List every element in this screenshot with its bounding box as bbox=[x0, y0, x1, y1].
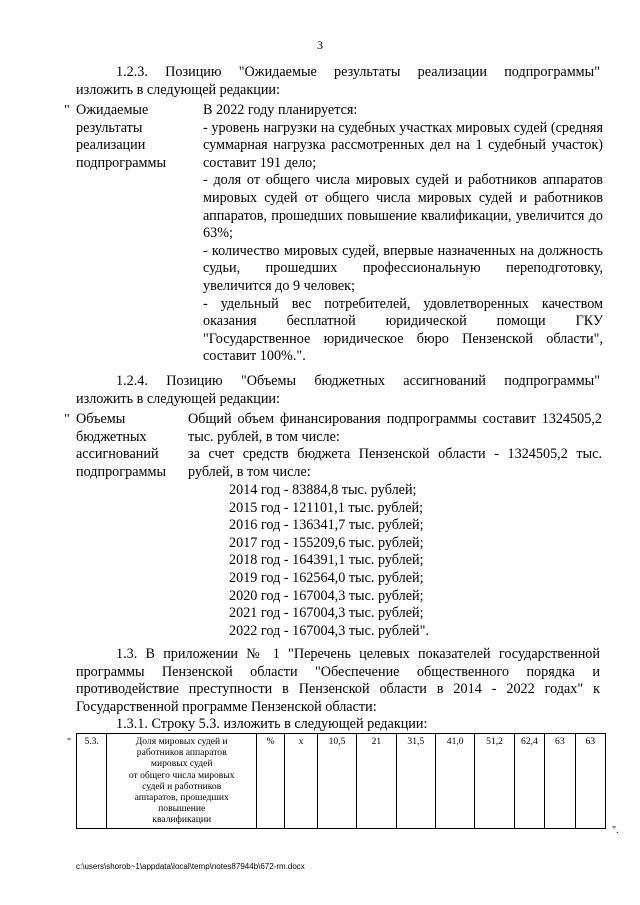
year-line: 2021 год - 167004,3 тыс. рублей; bbox=[229, 605, 424, 622]
text-item: - удельный вес потребителей, удовлетворенных качеством оказания бесплатной юридической помощи ГКУ "Государственное юридическое бюро Пензенской области", составит 100%.". bbox=[203, 295, 603, 365]
label-line: подпрограммы bbox=[76, 463, 166, 480]
expected-results-block bbox=[64, 102, 604, 364]
cell-x: x bbox=[285, 734, 318, 829]
text-item: - количество мировых судей, впервые назначенных на должность судьи, прошедших профессиональную переподготовку, увеличится до 9 человек; bbox=[203, 242, 603, 294]
paragraph-1-2-4-line1: 1.2.4. Позицию "Объемы бюджетных ассигнований подпрограммы" bbox=[116, 373, 600, 389]
table-open-quote: " bbox=[67, 737, 72, 748]
open-quote: " bbox=[64, 103, 70, 118]
year-line: 2017 год - 155209,6 тыс. рублей; bbox=[229, 534, 424, 551]
label-line: Объемы bbox=[76, 411, 126, 427]
paragraph-1-2-3-line2: изложить в следующей редакции: bbox=[76, 82, 280, 98]
text-line: В 2022 году планируется: bbox=[203, 102, 358, 118]
name-line: аппаратов, прошедших bbox=[134, 792, 229, 804]
cell-indicator-name bbox=[107, 734, 257, 829]
text-line: Общий объем финансирования подпрограммы составит 1324505,2 тыс. рублей, в том числе: bbox=[188, 411, 602, 445]
page-number: 3 bbox=[317, 38, 323, 52]
year-line: 2015 год - 121101,1 тыс. рублей; bbox=[229, 499, 424, 516]
cell-value: 41,0 bbox=[435, 734, 474, 829]
label-line: результаты bbox=[76, 119, 143, 136]
budget-years-list bbox=[229, 482, 429, 640]
paragraph-1-3-1: 1.3.1. Строку 5.3. изложить в следующей редакции: bbox=[116, 716, 428, 732]
text-line: за счет средств бюджета Пензенской области - 1324505,2 тыс. рублей, в том числе: bbox=[188, 446, 602, 480]
cell-value: 63 bbox=[575, 734, 605, 829]
file-path-footer: c:\users\shorob~1\appdata\local\temp\notes87944b\672-rm.docx bbox=[76, 862, 305, 871]
cell-value: 51,2 bbox=[475, 734, 514, 829]
cell-value: 31,5 bbox=[396, 734, 435, 829]
name-line: от общего числа мировых bbox=[128, 769, 235, 781]
cell-value: 62,4 bbox=[514, 734, 544, 829]
name-line: мировых судей bbox=[150, 758, 213, 770]
name-line: повышение bbox=[158, 803, 206, 815]
year-line: 2018 год - 164391,1 тыс. рублей; bbox=[229, 552, 424, 569]
text-item: - доля от общего числа мировых судей и работников аппаратов мировых судей от общего числа мировых судей и работников аппаратов, прошедших повышение квалификации, увеличится до 63%; bbox=[203, 172, 603, 242]
year-line: 2016 год - 136341,7 тыс. рублей; bbox=[229, 517, 424, 534]
open-quote: " bbox=[64, 412, 70, 427]
cell-number: 5.3. bbox=[77, 734, 107, 829]
cell-unit: % bbox=[257, 734, 285, 829]
label-line: подпрограммы bbox=[76, 154, 166, 171]
expected-results-label bbox=[76, 102, 166, 172]
label-line: реализации bbox=[76, 137, 146, 154]
paragraph-1-2-4-line2: изложить в следующей редакции: bbox=[76, 391, 280, 407]
paragraph-1-3: 1.3. В приложении № 1 "Перечень целевых показателей государственной программы Пензенской области "Обеспечение общественного порядка и противодействие преступности в Пензенской области в 2014 - 2022 годах" к Государственной программе Пензенской области: bbox=[76, 646, 600, 715]
paragraph-1-2-4 bbox=[76, 373, 600, 391]
name-line: квалификации bbox=[152, 814, 212, 826]
expected-results-text bbox=[203, 102, 603, 366]
paragraph-1-2-3 bbox=[76, 64, 600, 82]
text-item: - уровень нагрузки на судебных участках мировых судей (средняя суммарная нагрузка рассмотренных дел на 1 судебный участок) составит 191 дело; bbox=[203, 119, 603, 171]
row-5-3-table bbox=[76, 733, 606, 829]
budget-text bbox=[188, 411, 602, 481]
name-line: работников аппаратов bbox=[136, 747, 227, 759]
label-line: бюджетных bbox=[76, 428, 147, 445]
year-line: 2019 год - 162564,0 тыс. рублей; bbox=[229, 569, 424, 586]
year-line: 2022 год - 167004,3 тыс. рублей". bbox=[229, 622, 429, 639]
table-row bbox=[77, 734, 606, 829]
year-line: 2020 год - 167004,3 тыс. рублей; bbox=[229, 587, 424, 604]
cell-value: 63 bbox=[545, 734, 575, 829]
label-line: ассигнований bbox=[76, 446, 159, 463]
year-line: 2014 год - 83884,8 тыс. рублей; bbox=[229, 482, 417, 498]
name-line: судей и работников bbox=[142, 780, 222, 792]
label-line: Ожидаемые bbox=[76, 102, 149, 118]
name-line: Доля мировых судей и bbox=[135, 736, 228, 747]
paragraph-1-2-3-line1: 1.2.3. Позицию "Ожидаемые результаты реализации подпрограммы" bbox=[116, 64, 600, 80]
cell-value: 21 bbox=[357, 734, 396, 829]
table-close-quote: ". bbox=[612, 825, 619, 836]
cell-value: 10,5 bbox=[317, 734, 356, 829]
budget-label bbox=[76, 411, 166, 481]
